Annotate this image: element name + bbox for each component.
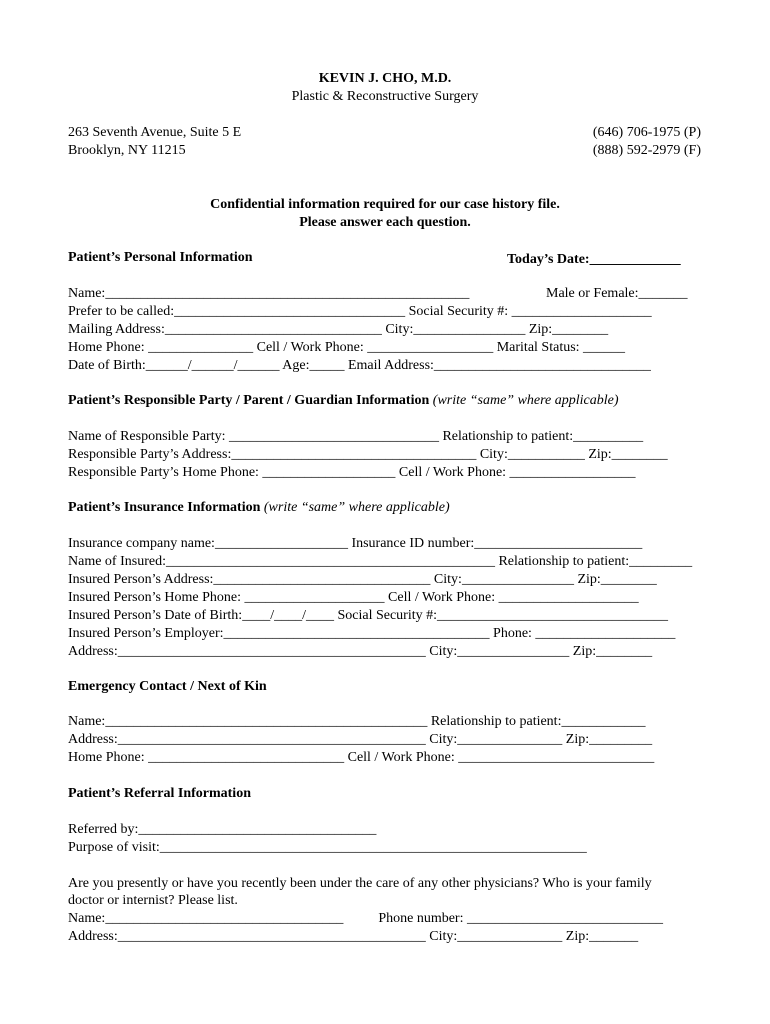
insured-address-field[interactable]: Insured Person’s Address:_______________________________ City:________________ Zip:________ bbox=[68, 572, 657, 587]
insurance-company-field[interactable]: Insurance company name:___________________ Insurance ID number:________________________ bbox=[68, 536, 643, 551]
responsible-heading bbox=[68, 392, 619, 410]
physician-name-field[interactable]: Name:__________________________________ Phone number: ____________________________ bbox=[68, 911, 663, 926]
responsible-address-field[interactable]: Responsible Party’s Address:___________________________________ City:___________ Zip:________ bbox=[68, 447, 668, 462]
insured-employer-field[interactable]: Insured Person’s Employer:______________________________________ Phone: ____________________ bbox=[68, 626, 676, 641]
personal-heading: Patient’s Personal Information bbox=[68, 250, 253, 265]
physicians-question-1: Are you presently or have you recently been under the care of any other physicians? Who is your family bbox=[68, 876, 652, 891]
insurance-heading-note: (write “same” where applicable) bbox=[260, 500, 450, 515]
fax-number: (888) 592-2979 (F) bbox=[592, 143, 701, 158]
address-line-2: Brooklyn, NY 11215 bbox=[68, 143, 186, 158]
address-line-1: 263 Seventh Avenue, Suite 5 E bbox=[68, 125, 242, 140]
specialty: Plastic & Reconstructive Surgery bbox=[291, 89, 479, 104]
physicians-question-2: doctor or internist? Please list. bbox=[68, 893, 238, 908]
intro-line-2: Please answer each question. bbox=[299, 215, 471, 230]
responsible-phone-field[interactable]: Responsible Party’s Home Phone: ___________________ Cell / Work Phone: __________________ bbox=[68, 465, 636, 480]
emergency-phone-field[interactable]: Home Phone: ____________________________ Cell / Work Phone: ____________________________ bbox=[68, 750, 655, 765]
todays-date-field[interactable]: Today’s Date:_____________ bbox=[507, 252, 681, 267]
emergency-name-field[interactable]: Name:______________________________________________ Relationship to patient:____________ bbox=[68, 714, 646, 729]
doctor-name: KEVIN J. CHO, M.D. bbox=[318, 71, 452, 86]
patient-name-field[interactable]: Name:____________________________________________________ bbox=[68, 286, 470, 301]
insured-dob-field[interactable]: Insured Person’s Date of Birth:____/____/____ Social Security #:_________________________________ bbox=[68, 608, 669, 623]
insured-name-field[interactable]: Name of Insured:_______________________________________________ Relationship to patient:_________ bbox=[68, 554, 693, 569]
emergency-heading: Emergency Contact / Next of Kin bbox=[68, 679, 267, 694]
mailing-address-field[interactable]: Mailing Address:_______________________________ City:________________ Zip:________ bbox=[68, 322, 609, 337]
insured-phone-field[interactable]: Insured Person’s Home Phone: ____________________ Cell / Work Phone: ____________________ bbox=[68, 590, 639, 605]
purpose-of-visit-field[interactable]: Purpose of visit:_____________________________________________________________ bbox=[68, 840, 587, 855]
referral-heading: Patient’s Referral Information bbox=[68, 786, 251, 801]
emergency-address-field[interactable]: Address:____________________________________________ City:_______________ Zip:_________ bbox=[68, 732, 653, 747]
responsible-heading-text: Patient’s Responsible Party / Parent / Guardian Information bbox=[68, 393, 430, 408]
physician-address-field[interactable]: Address:____________________________________________ City:_______________ Zip:_______ bbox=[68, 929, 639, 944]
sex-field[interactable]: Male or Female:_______ bbox=[546, 286, 688, 301]
insurance-heading bbox=[68, 499, 450, 517]
responsible-heading-note: (write “same” where applicable) bbox=[429, 393, 619, 408]
preferred-name-field[interactable]: Prefer to be called:_________________________________ Social Security #: ____________________ bbox=[68, 304, 652, 319]
referred-by-field[interactable]: Referred by:__________________________________ bbox=[68, 822, 377, 837]
responsible-name-field[interactable]: Name of Responsible Party: ______________________________ Relationship to patient:__________ bbox=[68, 429, 644, 444]
phones-field[interactable]: Home Phone: _______________ Cell / Work Phone: __________________ Marital Status: ______ bbox=[68, 340, 626, 355]
employer-address-field[interactable]: Address:____________________________________________ City:________________ Zip:________ bbox=[68, 644, 653, 659]
phone-number: (646) 706-1975 (P) bbox=[592, 125, 701, 140]
intro-line-1: Confidential information required for our case history file. bbox=[210, 197, 560, 212]
birth-email-field[interactable]: Date of Birth:______/______/______ Age:_____ Email Address:_______________________________ bbox=[68, 358, 651, 373]
insurance-heading-text: Patient’s Insurance Information bbox=[68, 500, 261, 515]
